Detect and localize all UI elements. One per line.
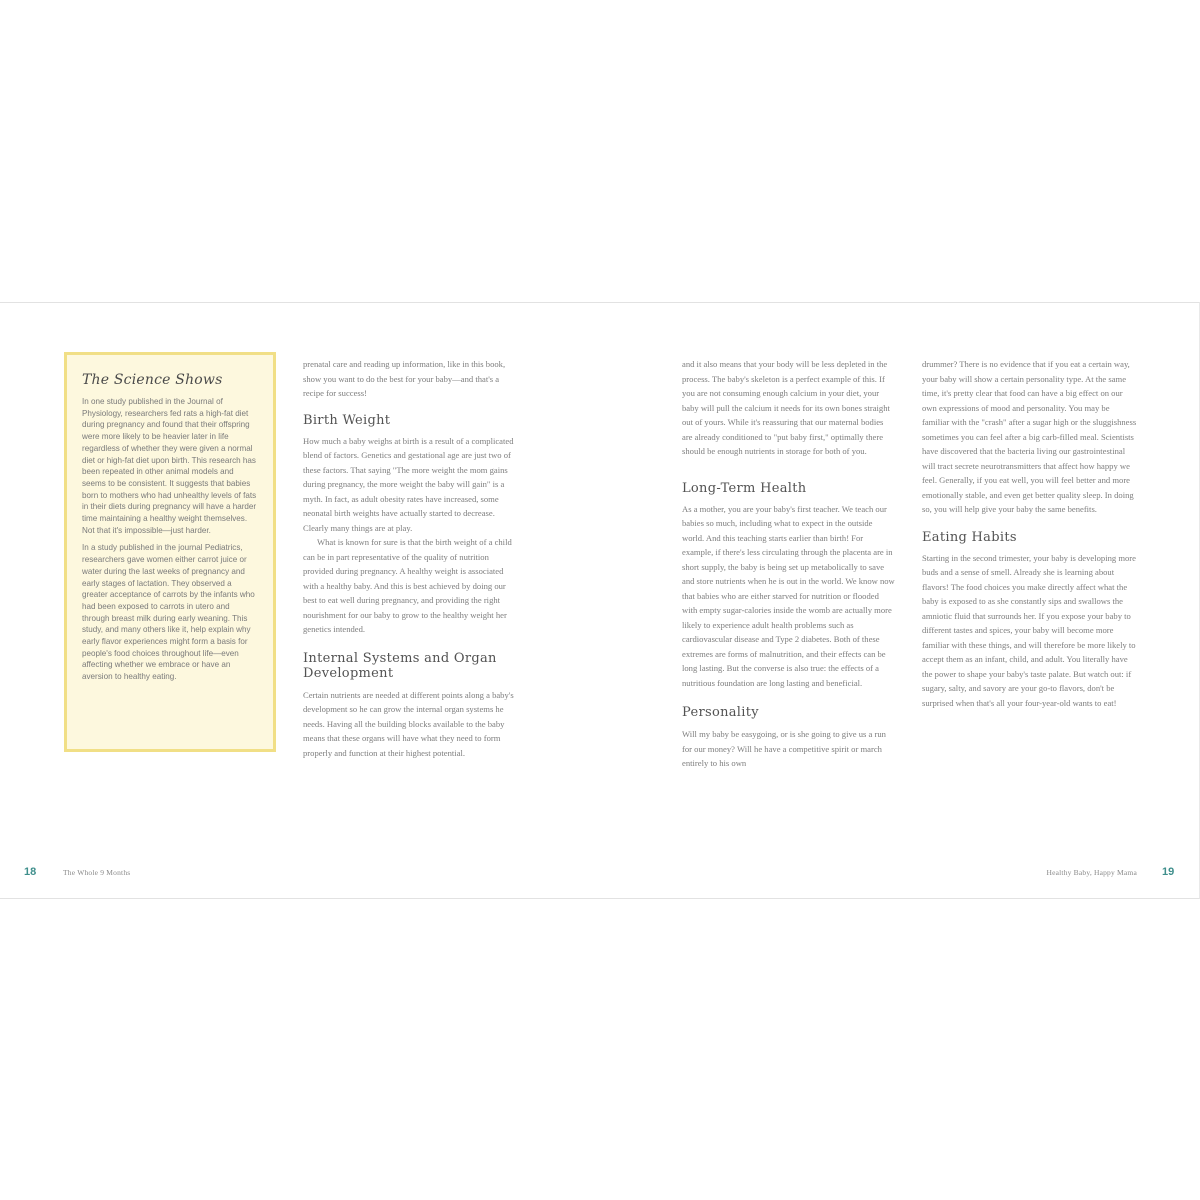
body-paragraph: Starting in the second trimester, your baby is developing more buds and a sense of smell. Already she is learning about flavors! The food choices you make directly affect what the baby is exposed to as she constantly sips and swallows the amniotic fluid that surrounds her. If you expose your baby to different tastes and spices, your baby will become more familiar with these things, and will therefore be more likely to accept them as an infant, child, and adult. You literally have the power to shape your baby's taste palate. But watch out: if sugary, salty, and savory are your go-to flavors, don't be surprised when that's all your four-year-old wants to eat! — [922, 552, 1136, 708]
text-column-3 — [922, 357, 1138, 710]
body-paragraph: What is known for sure is that the birth weight of a child can be in part representative of the quality of nutrition provided during pregnancy. A healthy weight is associated with a healthy baby. And this is best achieved by doing our best to eat well during pregnancy, and providing the right nourishment for our baby to grow to the healthy weight her genetics intended. — [303, 537, 512, 634]
body-paragraph: drummer? There is no evidence that if you eat a certain way, your baby will show a certain personality type. At the same time, it's pretty clear that food can have a big effect on our own expressions of mood and personality. You may be familiar with the "crash" after a sugar high or the sluggishness sometimes you can feel after a big carb-filled meal. Scientists have discovered that the bacteria living our gastrointestinal will tract secrete neurotransmitters that affect how happy we feel. Generally, if you eat well, you will feel better and more emotionally stable, and even get better quality sleep. In doing so, you will help give your baby the same benefits. — [922, 359, 1137, 514]
sidebar-paragraph: In a study published in the journal Pediatrics, researchers gave women either carrot juice or water during the last weeks of pregnancy and early stages of lactation. They observed a greater acceptance of carrots by the infants who had been exposed to carrots in utero and through breast milk during early weaning. This study, and many others like it, help explain why early flavor experiences might form a basis for people's food choices throughout life—even affecting whether we embrace or have an aversion to healthy eating. — [82, 543, 255, 682]
sidebar-title: The Science Shows — [82, 372, 223, 388]
body-paragraph: Will my baby be easygoing, or is she going to give us a run for our money? Will he have a competitive spirit or march entirely to his own — [682, 729, 886, 768]
right-page-number: 19 — [1162, 866, 1175, 878]
body-paragraph: prenatal care and reading up information, like in this book, show you want to do the best for your baby—and that's a recipe for success! — [303, 359, 506, 398]
right-running-title: Healthy Baby, Happy Mama — [1046, 868, 1137, 877]
body-paragraph: How much a baby weighs at birth is a result of a complicated blend of factors. Genetics and gestational age are just two of these factors. That saying "The more weight the mom gains during pregnancy, the more weight the baby will gain" is a myth. In fact, as adult obesity rates have increased, some neonatal birth weights have actually started to decrease. Clearly many things are at play. — [303, 435, 514, 533]
body-paragraph: As a mother, you are your baby's first teacher. We teach our babies so much, including what to expect in the outside world. And this teaching starts earlier than birth! For example, if there's less circulating through the placenta are in short supply, the baby is being set up metabolically to save and store nutrients when he is out in the world. We know now that babies who are either starved for nutrition or flooded with empty sugar-calories inside the womb are actually more likely to experience adult health problems such as cardiovascular disease and Type 2 diabetes. Both of these extremes are forms of malnutrition, and their effects can be long lasting. But the converse is also true: the effects of a nutritious foundation are long lasting and beneficial. — [682, 503, 895, 688]
left-running-title: The Whole 9 Months — [63, 868, 131, 877]
heading-long-term-health: Long-Term Health — [682, 480, 807, 496]
text-column-2 — [682, 357, 896, 771]
left-page-number: 18 — [24, 866, 37, 878]
body-paragraph: and it also means that your body will be less depleted in the process. The baby's skeleton is a perfect example of this. If you are not consuming enough calcium in your diet, your baby will pull the calcium it needs for its own bones straight out of yours. While it's reassuring that our maternal bodies are already conditioned to "put baby first," optimally there should be enough nutrients in storage for both of you. — [682, 359, 890, 456]
sidebar-paragraph: In one study published in the Journal of Physiology, researchers fed rats a high-fat diet during pregnancy and found that their offspring were more likely to be heavier later in life regardless of whether they were given a normal diet or high-fat diet upon birth. This research has been repeated in other animal models and seems to be consistent. It suggests that babies born to mothers who had unhealthy levels of fats in their diets during pregnancy will have a harder time maintaining a healthy weight themselves. Not that it's impossible—just harder. — [82, 397, 257, 535]
heading-birth-weight: Birth Weight — [303, 412, 391, 428]
heading-eating-habits: Eating Habits — [922, 529, 1017, 545]
body-paragraph: Certain nutrients are needed at different points along a baby's development so he can grow the internal organ systems he needs. Having all the building blocks available to the baby means that these organs will have what they need to form properly and function at their highest potential. — [303, 689, 514, 758]
text-column-1 — [303, 357, 517, 760]
heading-internal-systems: Internal Systems and Organ Development — [303, 650, 497, 681]
science-shows-sidebar — [64, 352, 276, 752]
heading-personality: Personality — [682, 705, 759, 720]
